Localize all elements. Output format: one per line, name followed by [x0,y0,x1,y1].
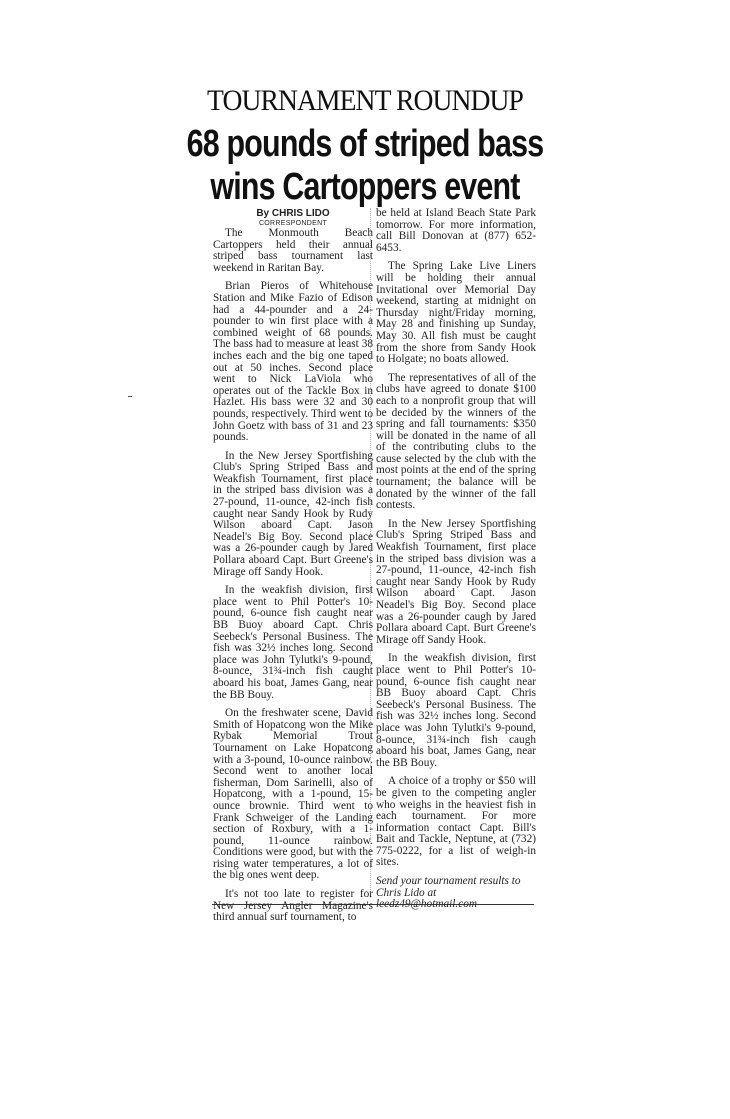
paragraph: In the New Jersey Sportfishing Club's Spring Striped Bass and Weakfish Tournament, first place in the striped bass division was a 27-pound, 11-ounce, 42-inch fish caught near Sandy Hook by Rudy Wilson aboard Capt. Jason Neadel's Big Boy. Second place was a 26-pounder caugh by Jared Pollara aboard Capt. Burt Greene's Mirage off Sandy Hook. [376,517,536,646]
paragraph: The Monmouth Beach Cartoppers held their annual striped bass tournament last weekend in Raritan Bay. [213,227,373,274]
paragraph: A choice of a trophy or $50 will be given to the competing angler who weighs in the heaviest fish in each tournament. For more information contact Capt. Bill's Bait and Tackle, Neptune, at (732) 775-0222, for a list of weigh-in sites. [376,775,536,869]
headline-line-1: 68 pounds of striped bass [186,123,544,165]
paragraph: It's not too late to register for New Jersey Angler Magazine's third annual surf tournament, to [213,888,373,924]
paragraph: The representatives of all of the clubs have agreed to donate $100 each to a nonprofit group that will be decided by the winners of the spring and fall tournaments: $350 will be donated in the name of all of the contributing clubs to the cause selected by the club with the most points at the end of the spring tournament; the balance will be donated by the winner of the fall contests. [376,371,536,512]
article-kicker: TOURNAMENT ROUNDUP [207,84,523,117]
paragraph: Brian Pieros of Whitehouse Station and Mike Fazio of Edison had a 44-pounder and a 24-pounder to win first place with a combined weight of 68 pounds. The bass had to measure at least 38 inches each and the big one taped out at 50 inches. Second place went to Nick LaViola who operates out of the Tackle Box in Hazlet. His bass were 32 and 30 pounds, respectively. Third went to John Goetz with bass of 31 and 23 pounds. [213,280,373,444]
paragraph: On the freshwater scene, David Smith of Hopatcong won the Mike Rybak Memorial Trout Tournament on Lake Hopatcong with a 3-pound, 10-ounce rainbow. Second went to another local fisherman, Dom Sarinelli, also of Hopatcong, with a 1-pound, 15-ounce brownie. Third went to Frank Schweiger of the Landing section of Roxbury, with a 1-pound, 11-ounce rainbow. Conditions were good, but with the rising water temperatures, a lot of the big ones went deep. [213,707,373,882]
paragraph: The Spring Lake Live Liners will be holding their annual Invitational over Memorial Day weekend, starting at midnight on Thursday night/Friday morning, May 28 and finishing up Sunday, May 30. All fish must be caught from the shore from Sandy Hook to Holgate; no boats allowed. [376,260,536,366]
paragraph: In the New Jersey Sportfishing Club's Spring Striped Bass and Weakfish Tournament, first place in the striped bass division was a 27-pound, 11-ounce, 42-inch fish caught near Sandy Hook by Rudy Wilson aboard Capt. Jason Neadel's Big Boy. Second place was a 26-pounder caugh by Jared Pollara aboard Capt. Burt Greene's Mirage off Sandy Hook. [213,449,373,578]
byline: By CHRIS LIDO [256,208,330,219]
article-column-2 [376,208,536,911]
headline-line-2: wins Cartoppers event [210,166,520,208]
byline-role: CORRESPONDENT [258,220,328,227]
bottom-rule [212,904,534,905]
paragraph-continuation: be held at Island Beach State Park tomorrow. For more information, call Bill Donovan at (877) 652-6453. [376,207,536,254]
paragraph: In the weakfish division, first place went to Phil Potter's 10-pound, 6-ounce fish caught near BB Buoy aboard Capt. Chris Seebeck's Personal Business. The fish was 32½ inches long. Second place was John Tylutki's 9-pound, 8-ounce, 31¾-inch fish caught aboard his boat, James Gang, near the BB Bouy. [213,584,373,701]
scan-speck [128,396,132,397]
submission-tagline: Send your tournament results to Chris Lido at leedz49@hotmail.com [376,875,521,911]
paragraph: In the weakfish division, first place went to Phil Potter's 10-pound, 6-ounce fish caught near BB Buoy aboard Capt. Chris Seebeck's Personal Business. The fish was 32½ inches long. Second place was John Tylutki's 9-pound, 8-ounce, 31¾-inch fish caugh aboard his boat, James Gang, near the BB Bouy. [376,652,536,769]
article-column-1 [213,208,373,931]
